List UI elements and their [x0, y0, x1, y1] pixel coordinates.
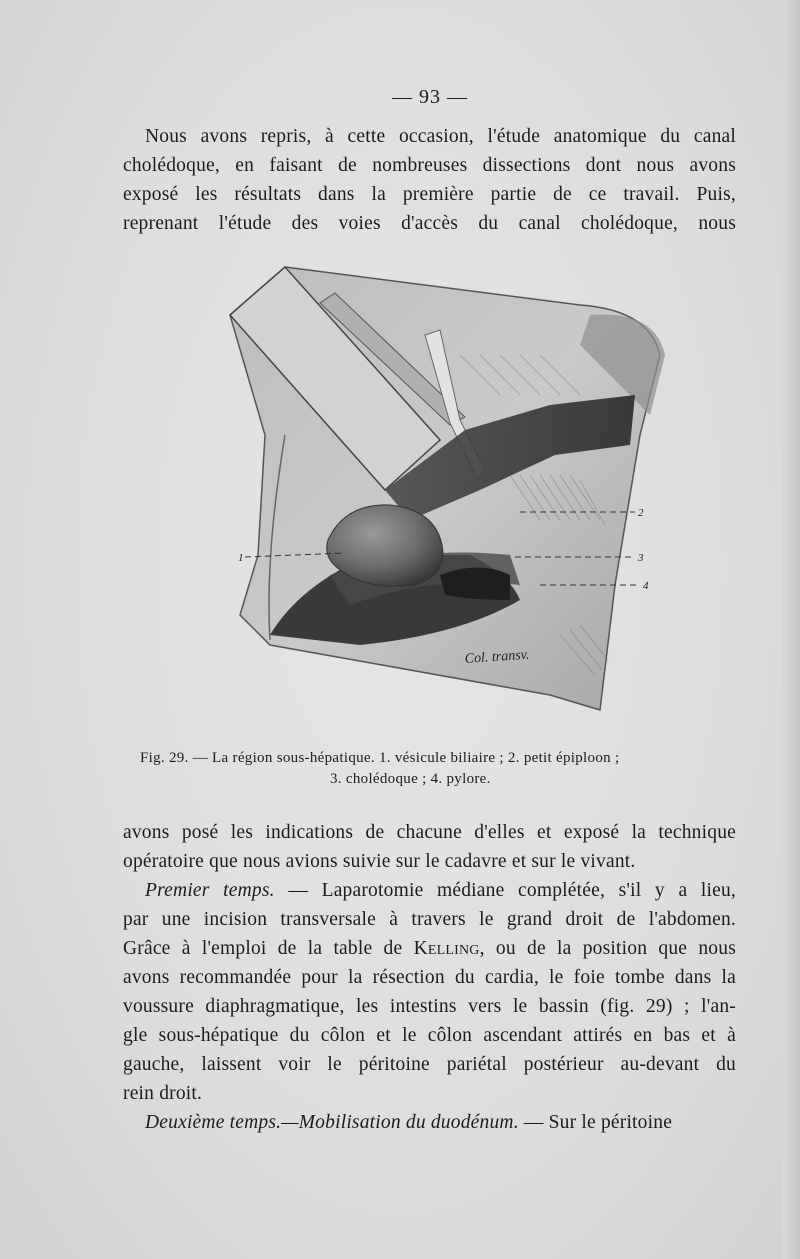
text-line: reprenant l'étude des voies d'accès du canal cholédoque, nous — [123, 213, 736, 234]
label-3: 3 — [638, 552, 644, 564]
page-edge-shadow — [782, 0, 800, 1259]
anatomical-figure — [210, 255, 680, 725]
text-line: opératoire que nous avions suivie sur le cadavre et sur le vivant. — [123, 851, 636, 872]
paragraph-intro — [123, 122, 736, 238]
caption-line: Fig. 29. — La région sous-hépatique. 1. vésicule biliaire ; 2. petit épiploon ; — [140, 750, 620, 766]
text-line: Nous avons repris, à cette occasion, l'étude anatomique du canal — [145, 126, 736, 147]
text-line: rein droit. — [123, 1083, 203, 1104]
text-line: avons posé les indications de chacune d'elles et exposé la technique — [123, 822, 736, 843]
text-line: voussure diaphragmatique, les intestins vers le bassin (fig. 29) ; l'an- — [123, 996, 736, 1017]
figure-drawing — [210, 255, 680, 725]
text-line: cholédoque, en faisant de nombreuses dissections dont nous avons — [123, 155, 736, 176]
label-colon-transverse: Col. transv. — [464, 647, 530, 667]
caption-line: 3. cholédoque ; 4. pylore. — [330, 771, 491, 787]
author-name-kelling: Kelling — [413, 938, 480, 959]
text-line: par une incision transversale à travers le grand droit de l'abdomen. — [123, 909, 736, 930]
text-fragment: — Sur le péritoine — [518, 1112, 673, 1133]
label-4: 4 — [643, 580, 649, 592]
text-fragment: Grâce à l'emploi de la table de — [123, 938, 414, 959]
text-line — [123, 934, 736, 963]
text-line: exposé les résultats dans la première partie de ce travail. Puis, — [123, 184, 736, 205]
page-number: — 93 — — [392, 86, 468, 108]
pylorus — [440, 568, 510, 601]
text-line: avons recommandée pour la résection du cardia, le foie tombe dans la — [123, 967, 736, 988]
text-line — [123, 1108, 736, 1137]
paragraph-deuxieme-temps — [123, 1108, 736, 1137]
paragraph-continuation — [123, 818, 736, 876]
label-2: 2 — [638, 507, 644, 519]
text-fragment: — Laparotomie médiane complétée, s'il y a lieu, — [274, 880, 737, 901]
text-line: gauche, laissent voir le péritoine pariétal postérieur au-devant du — [123, 1054, 736, 1075]
text-line: gle sous-hépatique du côlon et le côlon ascendant attirés en bas et à — [123, 1025, 736, 1046]
text-fragment: , ou de la position que nous — [479, 938, 736, 959]
section-heading-premier-temps: Premier temps. — [145, 880, 275, 901]
paragraph-premier-temps — [123, 876, 736, 1108]
figure-caption — [140, 748, 740, 790]
section-heading-deuxieme-temps: Deuxième temps.—Mobilisation du duodénum. — [145, 1112, 519, 1133]
text-line — [123, 876, 736, 905]
label-1: 1 — [238, 552, 244, 564]
